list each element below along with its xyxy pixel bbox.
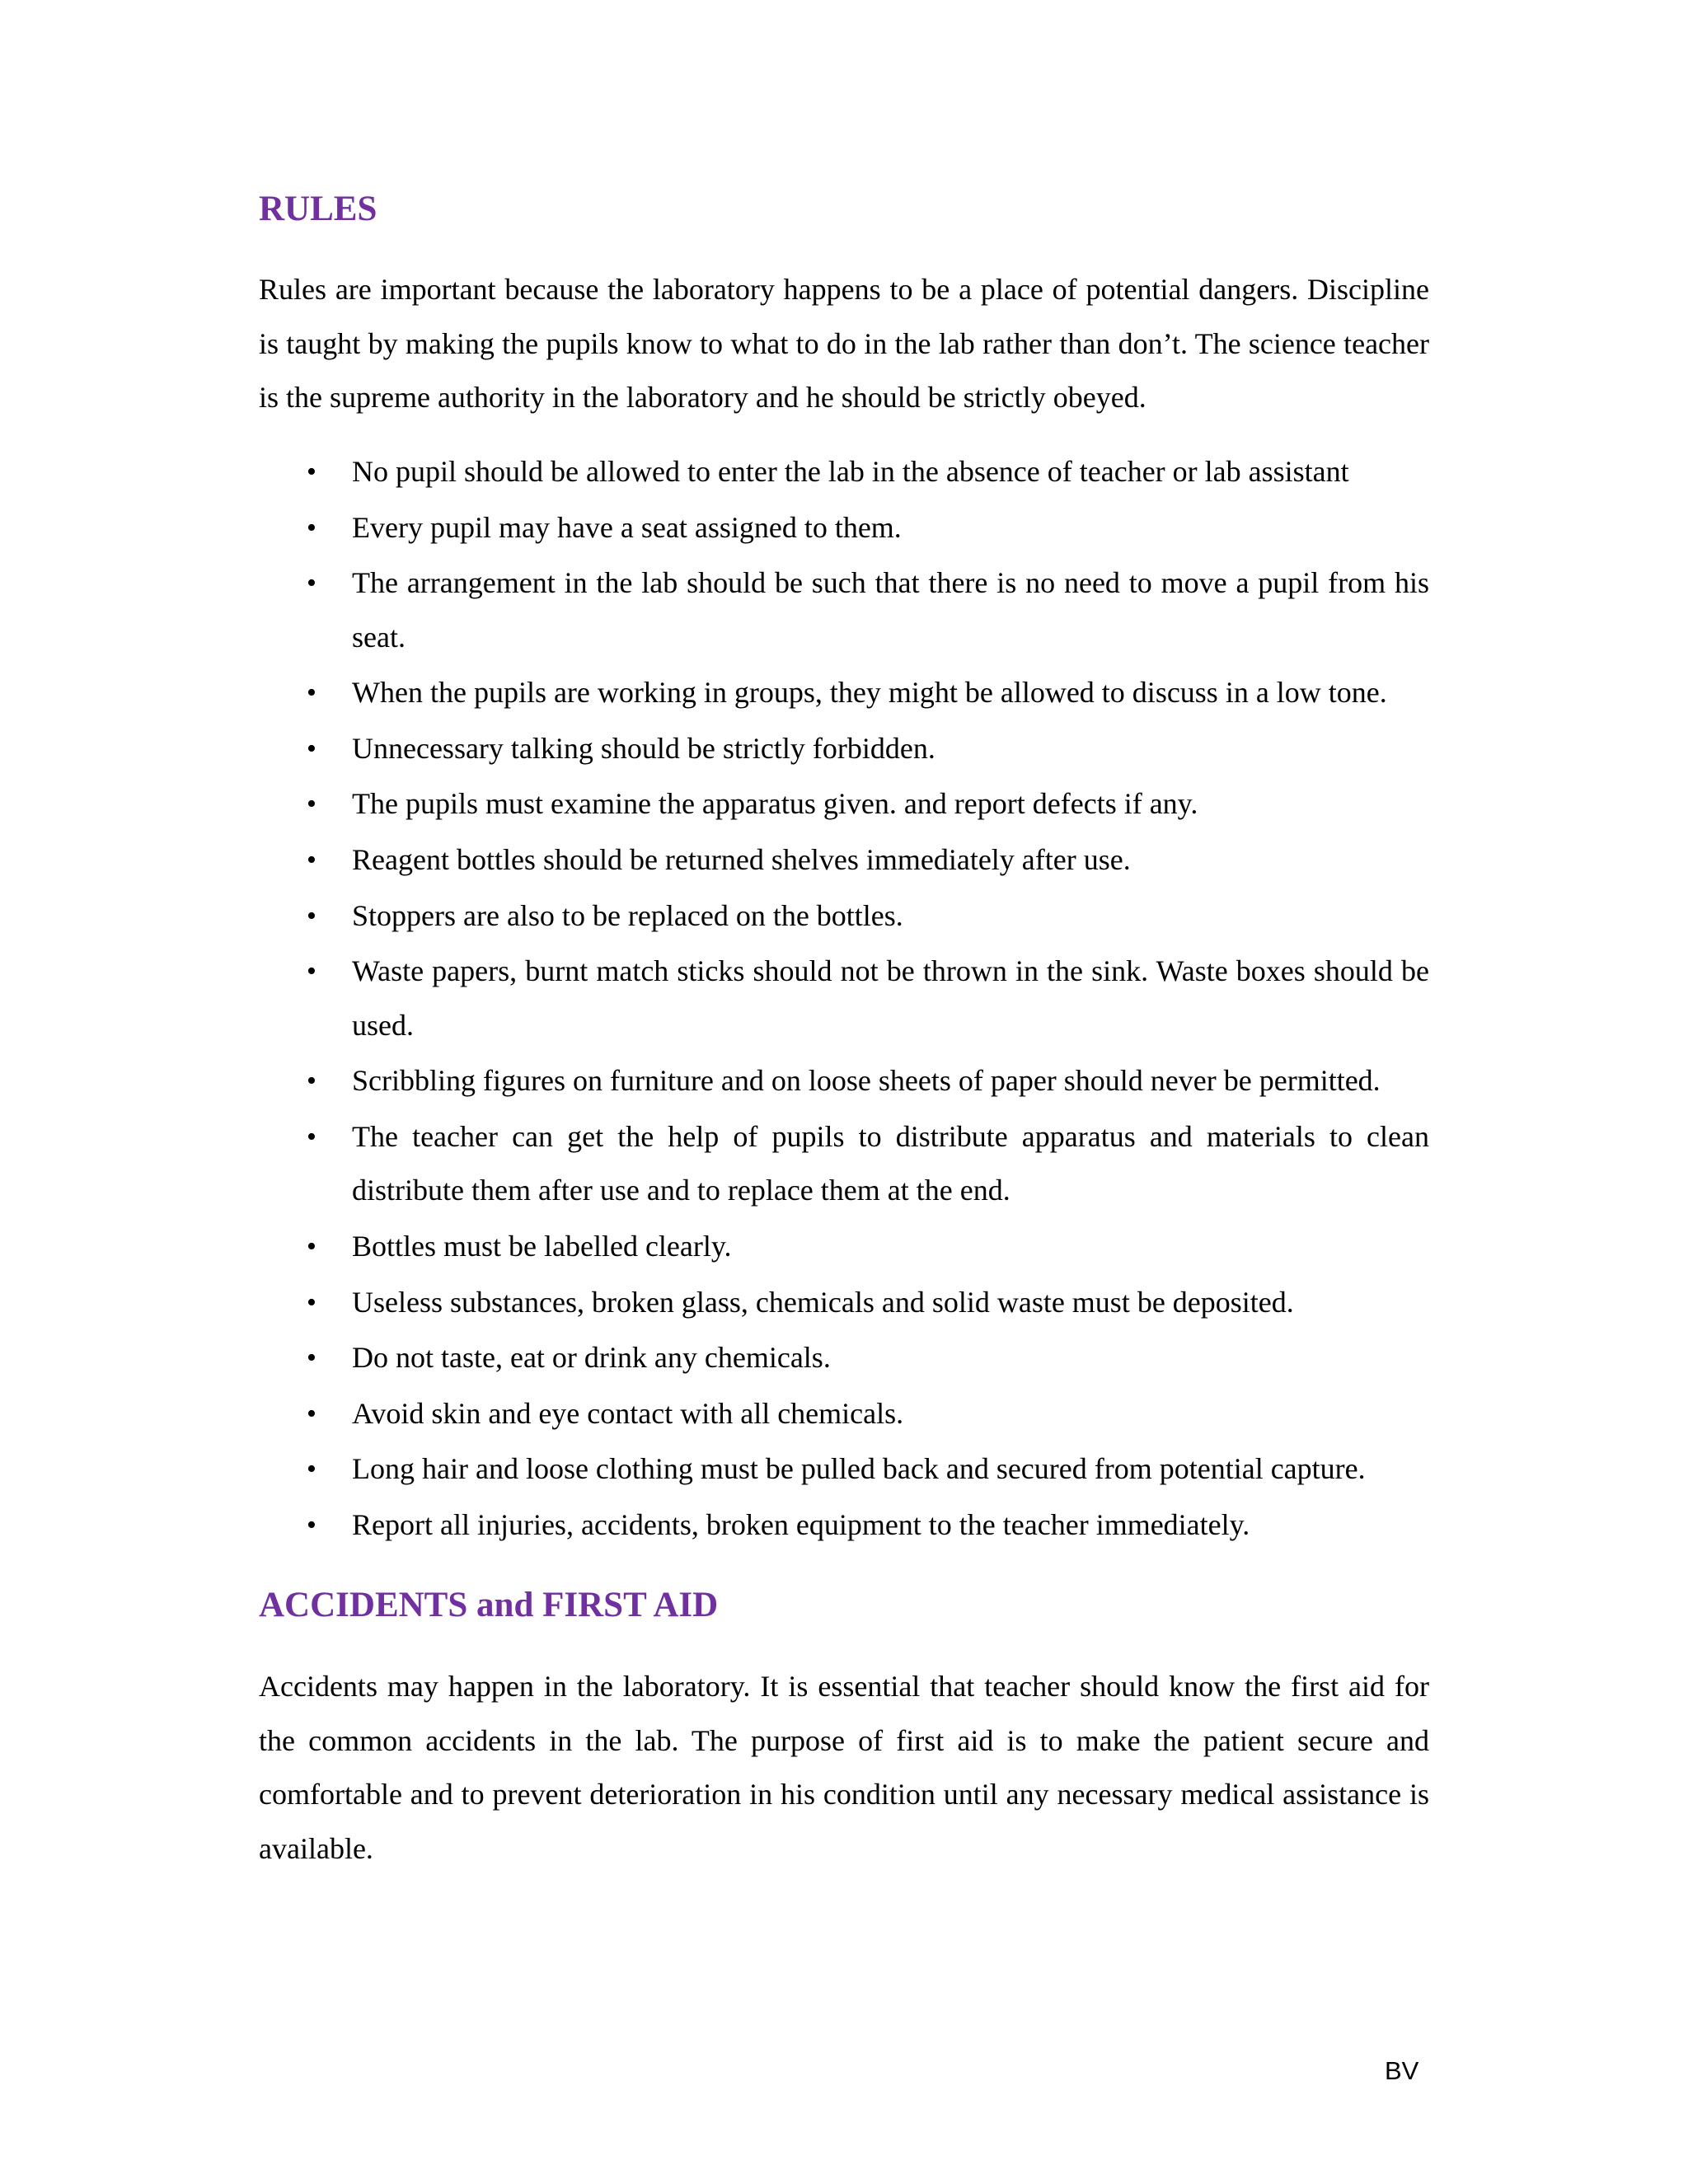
rules-heading: RULES	[259, 190, 377, 228]
rule-text: No pupil should be allowed to enter the lab in the absence of teacher or lab assistant	[352, 455, 1349, 488]
rule-text: The teacher can get the help of pupils to distribute apparatus and materials to clean distribute them after use and to replace them at the end.	[352, 1119, 1429, 1207]
bullet-icon: •	[307, 568, 316, 599]
list-item	[259, 1276, 1429, 1330]
bullet-icon: •	[307, 1286, 316, 1318]
rule-text: Report all injuries, accidents, broken equipment to the teacher immediately.	[352, 1508, 1250, 1541]
list-item	[259, 777, 1429, 832]
list-item	[259, 833, 1429, 888]
list-item	[259, 666, 1429, 720]
bullet-icon: •	[307, 1510, 316, 1540]
list-item	[259, 556, 1429, 664]
rules-list	[259, 445, 1429, 1554]
rule-text: Long hair and loose clothing must be pulled back and secured from potential capture.	[352, 1452, 1366, 1486]
rule-text: Bottles must be labelled clearly.	[352, 1230, 732, 1263]
bullet-icon: •	[307, 956, 316, 987]
page-footer: BV	[1385, 2056, 1419, 2085]
rule-text: Waste papers, burnt match sticks should not be thrown in the sink. Waste boxes should be used.	[352, 954, 1429, 1042]
rule-text: Stoppers are also to be replaced on the bottles.	[352, 898, 903, 932]
accidents-intro-paragraph: Accidents may happen in the laboratory. It is essential that teacher should know the first aid for the common accidents in the lab. The purpose of first aid is to make the patient secure and comfortable and to prevent deterioration in his condition until any necessary medical assistance is available.	[259, 1670, 1429, 1865]
bullet-icon: •	[307, 900, 316, 931]
bullet-icon: •	[307, 677, 316, 709]
list-item	[259, 889, 1429, 944]
bullet-icon: •	[307, 789, 316, 820]
list-item	[259, 445, 1429, 499]
list-item	[259, 1442, 1429, 1497]
bullet-icon: •	[307, 1454, 316, 1485]
rule-text: Reagent bottles should be returned shelves immediately after use.	[352, 843, 1131, 877]
list-item	[259, 501, 1429, 555]
bullet-icon: •	[307, 457, 316, 487]
list-item	[259, 1054, 1429, 1108]
rule-text: Unnecessary talking should be strictly forbidden.	[352, 731, 935, 765]
bullet-icon: •	[307, 512, 316, 543]
rule-text: The pupils must examine the apparatus given. and report defects if any.	[352, 787, 1198, 821]
bullet-icon: •	[307, 1066, 316, 1097]
bullet-icon: •	[307, 1398, 316, 1429]
rules-intro-paragraph: Rules are important because the laboratory happens to be a place of potential dangers. Discipline is taught by making the pupils know to what to do in the lab rather than don’t. The science teacher is the supreme authority in the laboratory and he should be strictly obeyed.	[259, 273, 1429, 414]
list-item	[259, 944, 1429, 1052]
list-item	[259, 722, 1429, 776]
rule-text: When the pupils are working in groups, they might be allowed to discuss in a low tone.	[352, 676, 1387, 710]
list-item	[259, 1331, 1429, 1385]
rule-text: Every pupil may have a seat assigned to them.	[352, 510, 902, 544]
bullet-icon: •	[307, 1121, 316, 1152]
bullet-icon: •	[307, 1343, 316, 1374]
list-item	[259, 1220, 1429, 1274]
list-item	[259, 1387, 1429, 1441]
bullet-icon: •	[307, 733, 316, 764]
list-item	[259, 1110, 1429, 1218]
rule-text: Scribbling figures on furniture and on loose sheets of paper should never be permitted.	[352, 1064, 1381, 1098]
accidents-first-aid-heading: ACCIDENTS and FIRST AID	[259, 1586, 719, 1624]
bullet-icon: •	[307, 1231, 316, 1263]
bullet-icon: •	[307, 845, 316, 876]
rule-text: Avoid skin and eye contact with all chemicals.	[352, 1396, 904, 1430]
list-item	[259, 1498, 1429, 1553]
rule-text: Do not taste, eat or drink any chemicals.	[352, 1341, 831, 1375]
rule-text: Useless substances, broken glass, chemicals and solid waste must be deposited.	[352, 1285, 1294, 1319]
rule-text: The arrangement in the lab should be such that there is no need to move a pupil from his seat.	[352, 566, 1429, 654]
